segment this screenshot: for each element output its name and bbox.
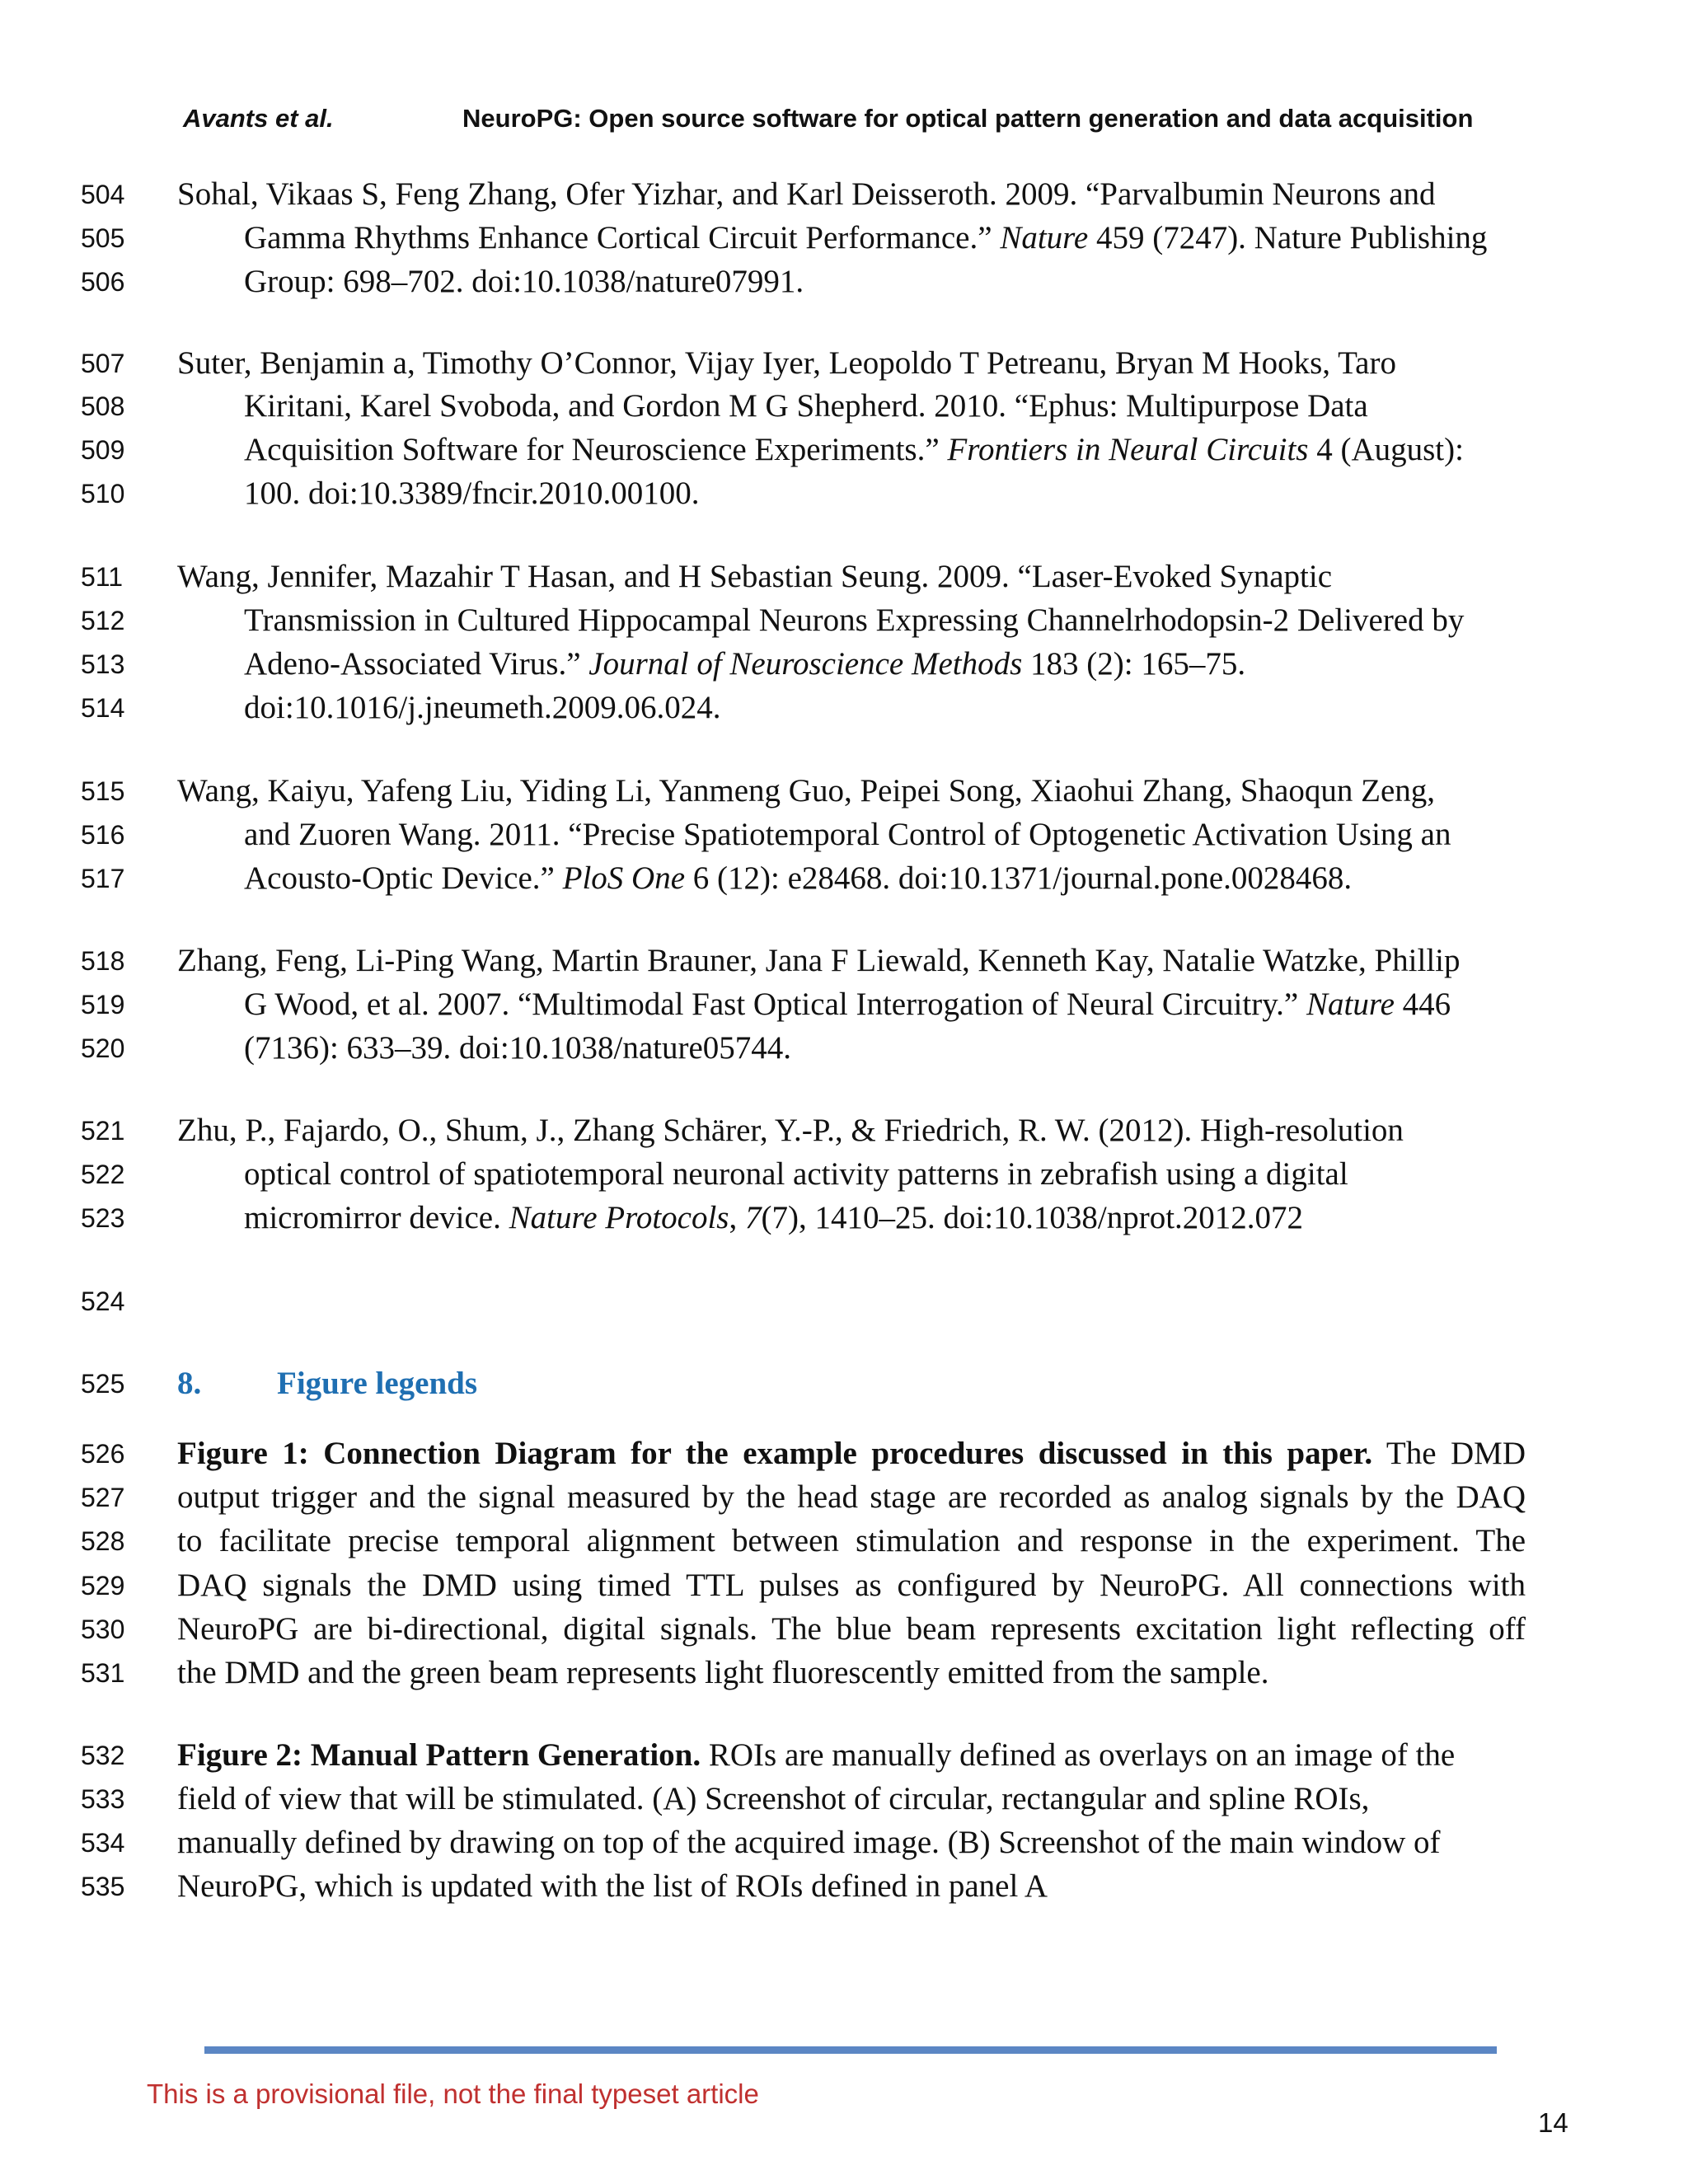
line-number: 525: [81, 1369, 125, 1399]
line-number: 505: [81, 223, 125, 253]
figure-legend-line: field of view that will be stimulated. (A) Screenshot of circular, rectangular and spline ROIs,: [177, 1781, 1370, 1816]
line-number: 523: [81, 1203, 125, 1233]
page-number: 14: [1538, 2107, 1568, 2138]
line-number: 529: [81, 1571, 125, 1601]
reference-line: and Zuoren Wang. 2011. “Precise Spatiotemporal Control of Optogenetic Activation Using an: [244, 817, 1451, 852]
figure-legend-line: NeuroPG, which is updated with the list of ROIs defined in panel A: [177, 1868, 1048, 1904]
reference-line: 100. doi:10.3389/fncir.2010.00100.: [244, 476, 700, 511]
figure-legend-line: to facilitate precise temporal alignment between stimulation and response in the experiment. The: [177, 1523, 1526, 1558]
line-number: 515: [81, 776, 125, 806]
line-number: 521: [81, 1116, 125, 1146]
footer-divider: [204, 2046, 1497, 2054]
line-number: 513: [81, 649, 125, 679]
line-number: 508: [81, 391, 125, 421]
line-number: 532: [81, 1741, 125, 1770]
reference-line: Acousto-Optic Device.” PloS One 6 (12): e28468. doi:10.1371/journal.pone.0028468.: [244, 860, 1353, 896]
line-number: 511: [81, 562, 124, 592]
line-number: 522: [81, 1160, 125, 1189]
provisional-notice: This is a provisional file, not the final typeset article: [147, 2079, 759, 2109]
figure-legend-title: Figure 2: Manual Pattern Generation.: [177, 1737, 701, 1773]
reference-line: Kiritani, Karel Svoboda, and Gordon M G Shepherd. 2010. “Ephus: Multipurpose Data: [244, 388, 1368, 424]
figure-legend-title: Figure 1: Connection Diagram for the example procedures discussed in this paper.: [177, 1436, 1373, 1471]
reference-line: G Wood, et al. 2007. “Multimodal Fast Optical Interrogation of Neural Circuitry.” Nature 446: [244, 987, 1451, 1022]
line-number: 518: [81, 946, 125, 976]
figure-legend-line: DAQ signals the DMD using timed TTL pulses as configured by NeuroPG. All connections with: [177, 1568, 1526, 1603]
reference-line: Wang, Kaiyu, Yafeng Liu, Yiding Li, Yanmeng Guo, Peipei Song, Xiaohui Zhang, Shaoqun Zeng,: [177, 773, 1436, 808]
section-number: 8.: [177, 1366, 202, 1401]
line-number: 524: [81, 1286, 125, 1316]
figure-legend-line: the DMD and the green beam represents light fluorescently emitted from the sample.: [177, 1655, 1269, 1690]
reference-line: Adeno-Associated Virus.” Journal of Neuroscience Methods 183 (2): 165–75.: [244, 646, 1246, 682]
running-header-title: NeuroPG: Open source software for optical pattern generation and data acquisition: [462, 104, 1474, 133]
figure-legend-line: Figure 2: Manual Pattern Generation. ROIs are manually defined as overlays on an image of the: [177, 1737, 1456, 1773]
reference-line: optical control of spatiotemporal neuronal activity patterns in zebrafish using a digital: [244, 1156, 1348, 1192]
volume-number: 7: [744, 1200, 762, 1235]
line-number: 534: [81, 1828, 125, 1858]
journal-title: Nature: [1306, 987, 1395, 1022]
section-title: Figure legends: [277, 1366, 478, 1401]
line-number: 519: [81, 990, 125, 1019]
line-number: 526: [81, 1439, 125, 1469]
reference-line: Gamma Rhythms Enhance Cortical Circuit Performance.” Nature 459 (7247). Nature Publishing: [244, 220, 1488, 255]
line-number: 512: [81, 606, 125, 635]
line-number: 530: [81, 1615, 125, 1644]
reference-line: (7136): 633–39. doi:10.1038/nature05744.: [244, 1030, 792, 1066]
reference-line: Acquisition Software for Neuroscience Experiments.” Frontiers in Neural Circuits 4 (August):: [244, 432, 1464, 467]
journal-title: Journal of Neuroscience Methods: [588, 646, 1023, 682]
reference-line: Zhu, P., Fajardo, O., Shum, J., Zhang Schärer, Y.-P., & Friedrich, R. W. (2012). High-resolution: [177, 1113, 1404, 1148]
line-number: 528: [81, 1526, 125, 1556]
line-number: 516: [81, 820, 125, 850]
running-header-authors: Avants et al.: [183, 104, 334, 133]
figure-legend-line: output trigger and the signal measured by the head stage are recorded as analog signals by the DAQ: [177, 1479, 1526, 1515]
line-number: 527: [81, 1483, 125, 1512]
line-number: 507: [81, 349, 125, 378]
figure-legend-line: manually defined by drawing on top of the acquired image. (B) Screenshot of the main window of: [177, 1825, 1441, 1860]
journal-title: Nature Protocols: [509, 1200, 729, 1235]
line-number: 504: [81, 180, 125, 209]
reference-line: Group: 698–702. doi:10.1038/nature07991.: [244, 264, 804, 299]
line-number: 506: [81, 267, 125, 297]
line-number: 520: [81, 1033, 125, 1063]
line-number: 517: [81, 864, 125, 893]
reference-line: Suter, Benjamin a, Timothy O’Connor, Vijay Iyer, Leopoldo T Petreanu, Bryan M Hooks, Taro: [177, 345, 1396, 381]
reference-line: Wang, Jennifer, Mazahir T Hasan, and H Sebastian Seung. 2009. “Laser-Evoked Synaptic: [177, 559, 1333, 594]
reference-line: Sohal, Vikaas S, Feng Zhang, Ofer Yizhar, and Karl Deisseroth. 2009. “Parvalbumin Neurons and: [177, 176, 1436, 212]
line-number: 535: [81, 1872, 125, 1901]
reference-line: Transmission in Cultured Hippocampal Neurons Expressing Channelrhodopsin-2 Delivered by: [244, 602, 1465, 638]
reference-line: micromirror device. Nature Protocols, 7(7), 1410–25. doi:10.1038/nprot.2012.072: [244, 1200, 1304, 1235]
line-number: 531: [81, 1658, 125, 1688]
journal-title: PloS One: [562, 860, 686, 896]
journal-title: Frontiers in Neural Circuits: [947, 432, 1309, 467]
reference-line: Zhang, Feng, Li-Ping Wang, Martin Brauner, Jana F Liewald, Kenneth Kay, Natalie Watzke, Phillip: [177, 943, 1461, 978]
journal-title: Nature: [1000, 220, 1089, 255]
line-number: 514: [81, 693, 125, 723]
line-number: 533: [81, 1784, 125, 1814]
reference-line: doi:10.1016/j.jneumeth.2009.06.024.: [244, 690, 721, 725]
figure-legend-line: Figure 1: Connection Diagram for the example procedures discussed in this paper. The DMD: [177, 1436, 1526, 1471]
line-number: 509: [81, 435, 125, 465]
figure-legend-line: NeuroPG are bi-directional, digital signals. The blue beam represents excitation light reflecting off: [177, 1611, 1526, 1647]
line-number: 510: [81, 479, 125, 509]
